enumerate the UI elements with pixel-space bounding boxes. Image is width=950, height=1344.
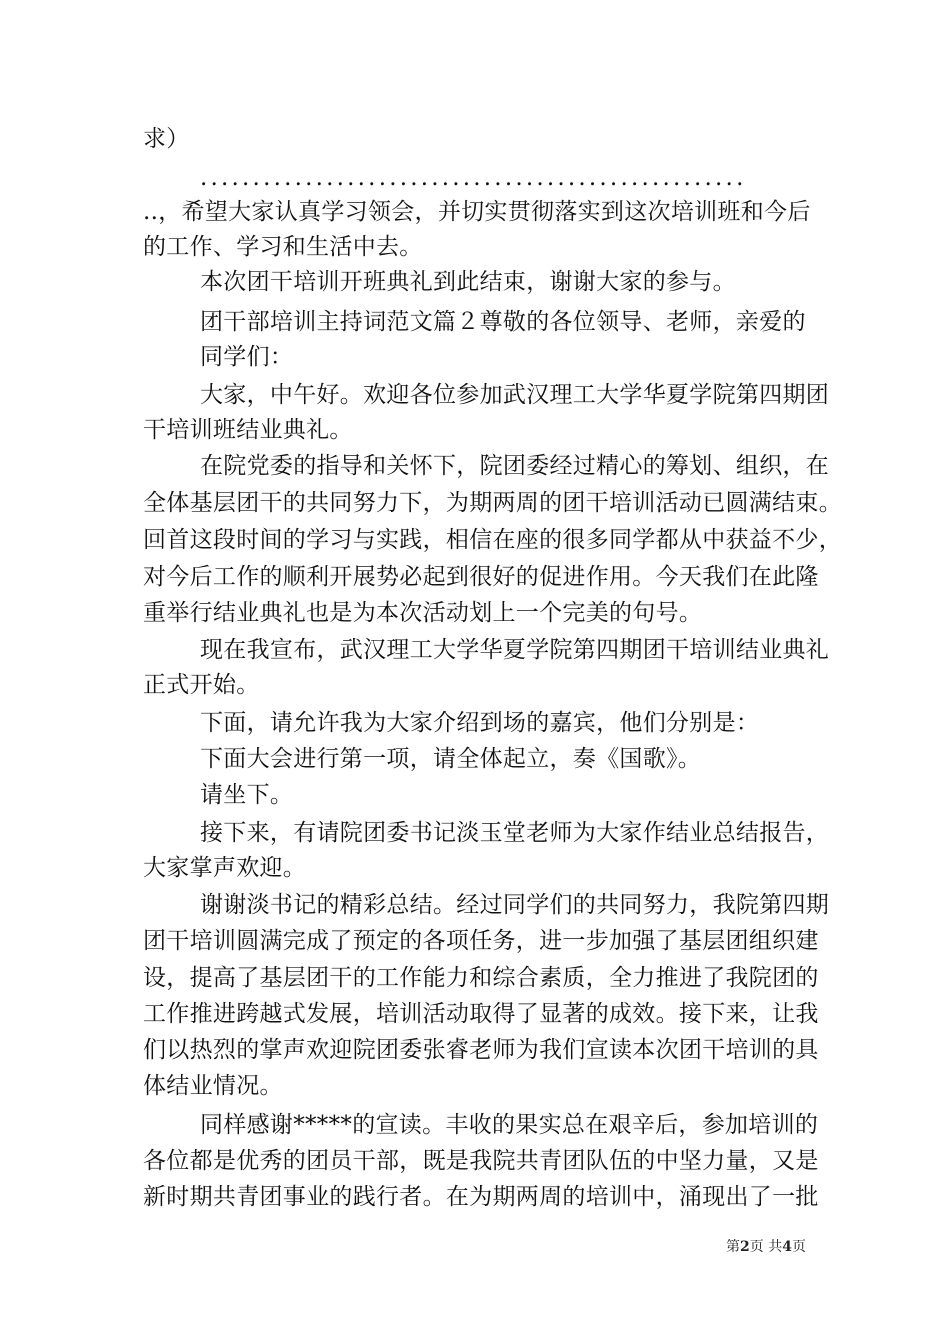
text-line: 在院党委的指导和关怀下，院团委经过精心的筹划、组织，在 [200, 453, 830, 479]
text-line: 正式开始。 [143, 672, 260, 698]
text-line: 同样感谢*****的宣读。丰收的果实总在艰辛后，参加培训的 [200, 1112, 819, 1138]
current-page-number: 2 [740, 1239, 750, 1255]
text-line: 接下来，有请院团委书记淡玉堂老师为大家作结业总结报告， [200, 820, 830, 846]
text-line: 同学们： [200, 344, 294, 370]
text-line: 回首这段时间的学习与实践，相信在座的很多同学都从中获益不少， [143, 527, 842, 553]
text-line: 对今后工作的顺利开展势必起到很好的促进作用。今天我们在此隆 [143, 564, 819, 590]
text-line: 的工作、学习和生活中去。 [143, 234, 423, 260]
text-line: 下面大会进行第一项，请全体起立，奏《国歌》。 [200, 746, 702, 772]
text-line: 下面，请允许我为大家介绍到场的嘉宾，他们分别是： [200, 710, 760, 736]
text-line: 团干部培训主持词范文篇２尊敬的各位领导、老师，亲爱的 [200, 309, 806, 335]
total-pages-number: 4 [782, 1239, 792, 1255]
footer-prefix: 第 [726, 1239, 741, 1255]
text-line: 大家掌声欢迎。 [143, 855, 307, 881]
text-line: 谢谢淡书记的精彩总结。经过同学们的共同努力，我院第四期 [200, 892, 830, 918]
text-line: 工作推进跨越式发展，培训活动取得了显著的成效。接下来，让我 [143, 1001, 819, 1027]
text-line: 设，提高了基层团干的工作能力和综合素质，全力推进了我院团的 [143, 965, 819, 991]
text-line: 现在我宣布，武汉理工大学华夏学院第四期团干培训结业典礼 [200, 637, 830, 663]
text-line: 请坐下。 [200, 782, 294, 808]
text-line: 全体基层团干的共同努力下，为期两周的团干培训活动已圆满结束。 [143, 490, 842, 516]
text-line: 本次团干培训开班典礼到此结束，谢谢大家的参与。 [200, 269, 736, 295]
text-line: 重举行结业典礼也是为本次活动划上一个完美的句号。 [143, 600, 703, 626]
page-footer [0, 1238, 806, 1256]
footer-middle: 页 共 [749, 1239, 783, 1255]
text-line: ..，希望大家认真学习领会，并切实贯彻落实到这次培训班和今后 [143, 199, 811, 225]
footer-suffix: 页 [792, 1239, 806, 1255]
text-line: 团干培训圆满完成了预定的各项任务，进一步加强了基层团组织建 [143, 928, 819, 954]
text-line: 求） [143, 126, 190, 152]
text-line: 各位都是优秀的团员干部，既是我院共青团队伍的中坚力量，又是 [143, 1148, 819, 1174]
dotted-leader: .................................................... [200, 165, 747, 191]
text-line: 们以热烈的掌声欢迎院团委张睿老师为我们宣读本次团干培训的具 [143, 1037, 819, 1063]
text-line: 新时期共青团事业的践行者。在为期两周的培训中，涌现出了一批 [143, 1184, 819, 1210]
text-line: 体结业情况。 [143, 1073, 283, 1099]
text-line: 大家，中午好。欢迎各位参加武汉理工大学华夏学院第四期团 [200, 382, 830, 408]
text-line: 干培训班结业典礼。 [143, 417, 353, 443]
